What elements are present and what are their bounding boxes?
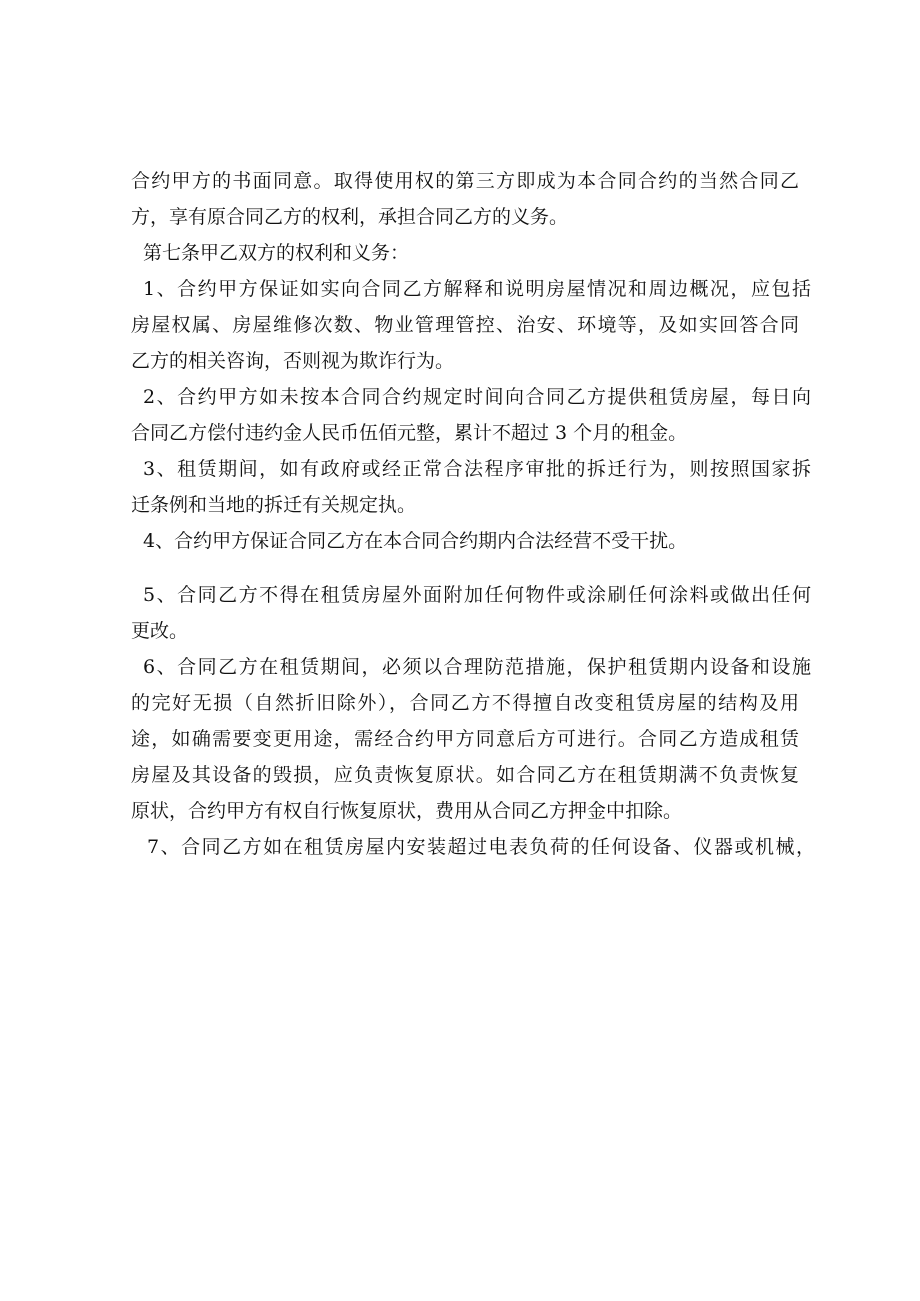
clause-5-line: 5、合同乙方不得在租赁房屋外面附加任何物件或涂刷任何涂料或做出任何 [143,584,811,606]
clause-1-line: 房屋权属、房屋维修次数、物业管理管控、治安、环境等，及如实回答合同 [131,314,799,336]
clause-6-line: 房屋及其设备的毁损，应负责恢复原状。如合同乙方在租赁期满不负责恢复 [131,764,799,786]
clause-3-line: 迁条例和当地的拆迁有关规定执。 [131,494,417,516]
text-line: 合约甲方的书面同意。取得使用权的第三方即成为本合同合约的当然合同乙 [131,170,799,192]
article-heading: 第七条甲乙双方的权利和义务： [143,242,410,264]
clause-6-line: 的完好无损（自然折旧除外），合同乙方不得擅自改变租赁房屋的结构及用 [131,692,799,714]
clause-6-line: 原状，合约甲方有权自行恢复原状，费用从合同乙方押金中扣除。 [131,800,683,822]
clause-2-line: 2、合约甲方如未按本合同合约规定时间向合同乙方提供租赁房屋，每日向 [143,386,811,408]
paragraph-gap [131,559,811,577]
clause-4-line: 4、合约甲方保证合同乙方在本合同合约期内合法经营不受干扰。 [143,530,688,552]
clause-6-line: 途，如确需要变更用途，需经合约甲方同意后方可进行。合同乙方造成租赁 [131,728,799,750]
clause-1-line: 1、合约甲方保证如实向合同乙方解释和说明房屋情况和周边概况，应包括 [143,278,811,300]
clause-7-line: 7、合同乙方如在租赁房屋内安装超过电表负荷的任何设备、仪器或机械， [147,836,815,858]
text-line: 方，享有原合同乙方的权利，承担合同乙方的义务。 [131,206,569,228]
clause-2-line: 合同乙方偿付违约金人民币伍佰元整，累计不超过 3 个月的租金。 [131,422,688,444]
contract-text [131,163,815,865]
clause-1-line: 乙方的相关咨询，否则视为欺诈行为。 [131,350,455,372]
clause-6-line: 6、合同乙方在租赁期间，必须以合理防范措施，保护租赁期内设备和设施 [143,656,811,678]
clause-5-line: 更改。 [131,620,189,642]
clause-3-line: 3、租赁期间，如有政府或经正常合法程序审批的拆迁行为，则按照国家拆 [143,458,811,480]
